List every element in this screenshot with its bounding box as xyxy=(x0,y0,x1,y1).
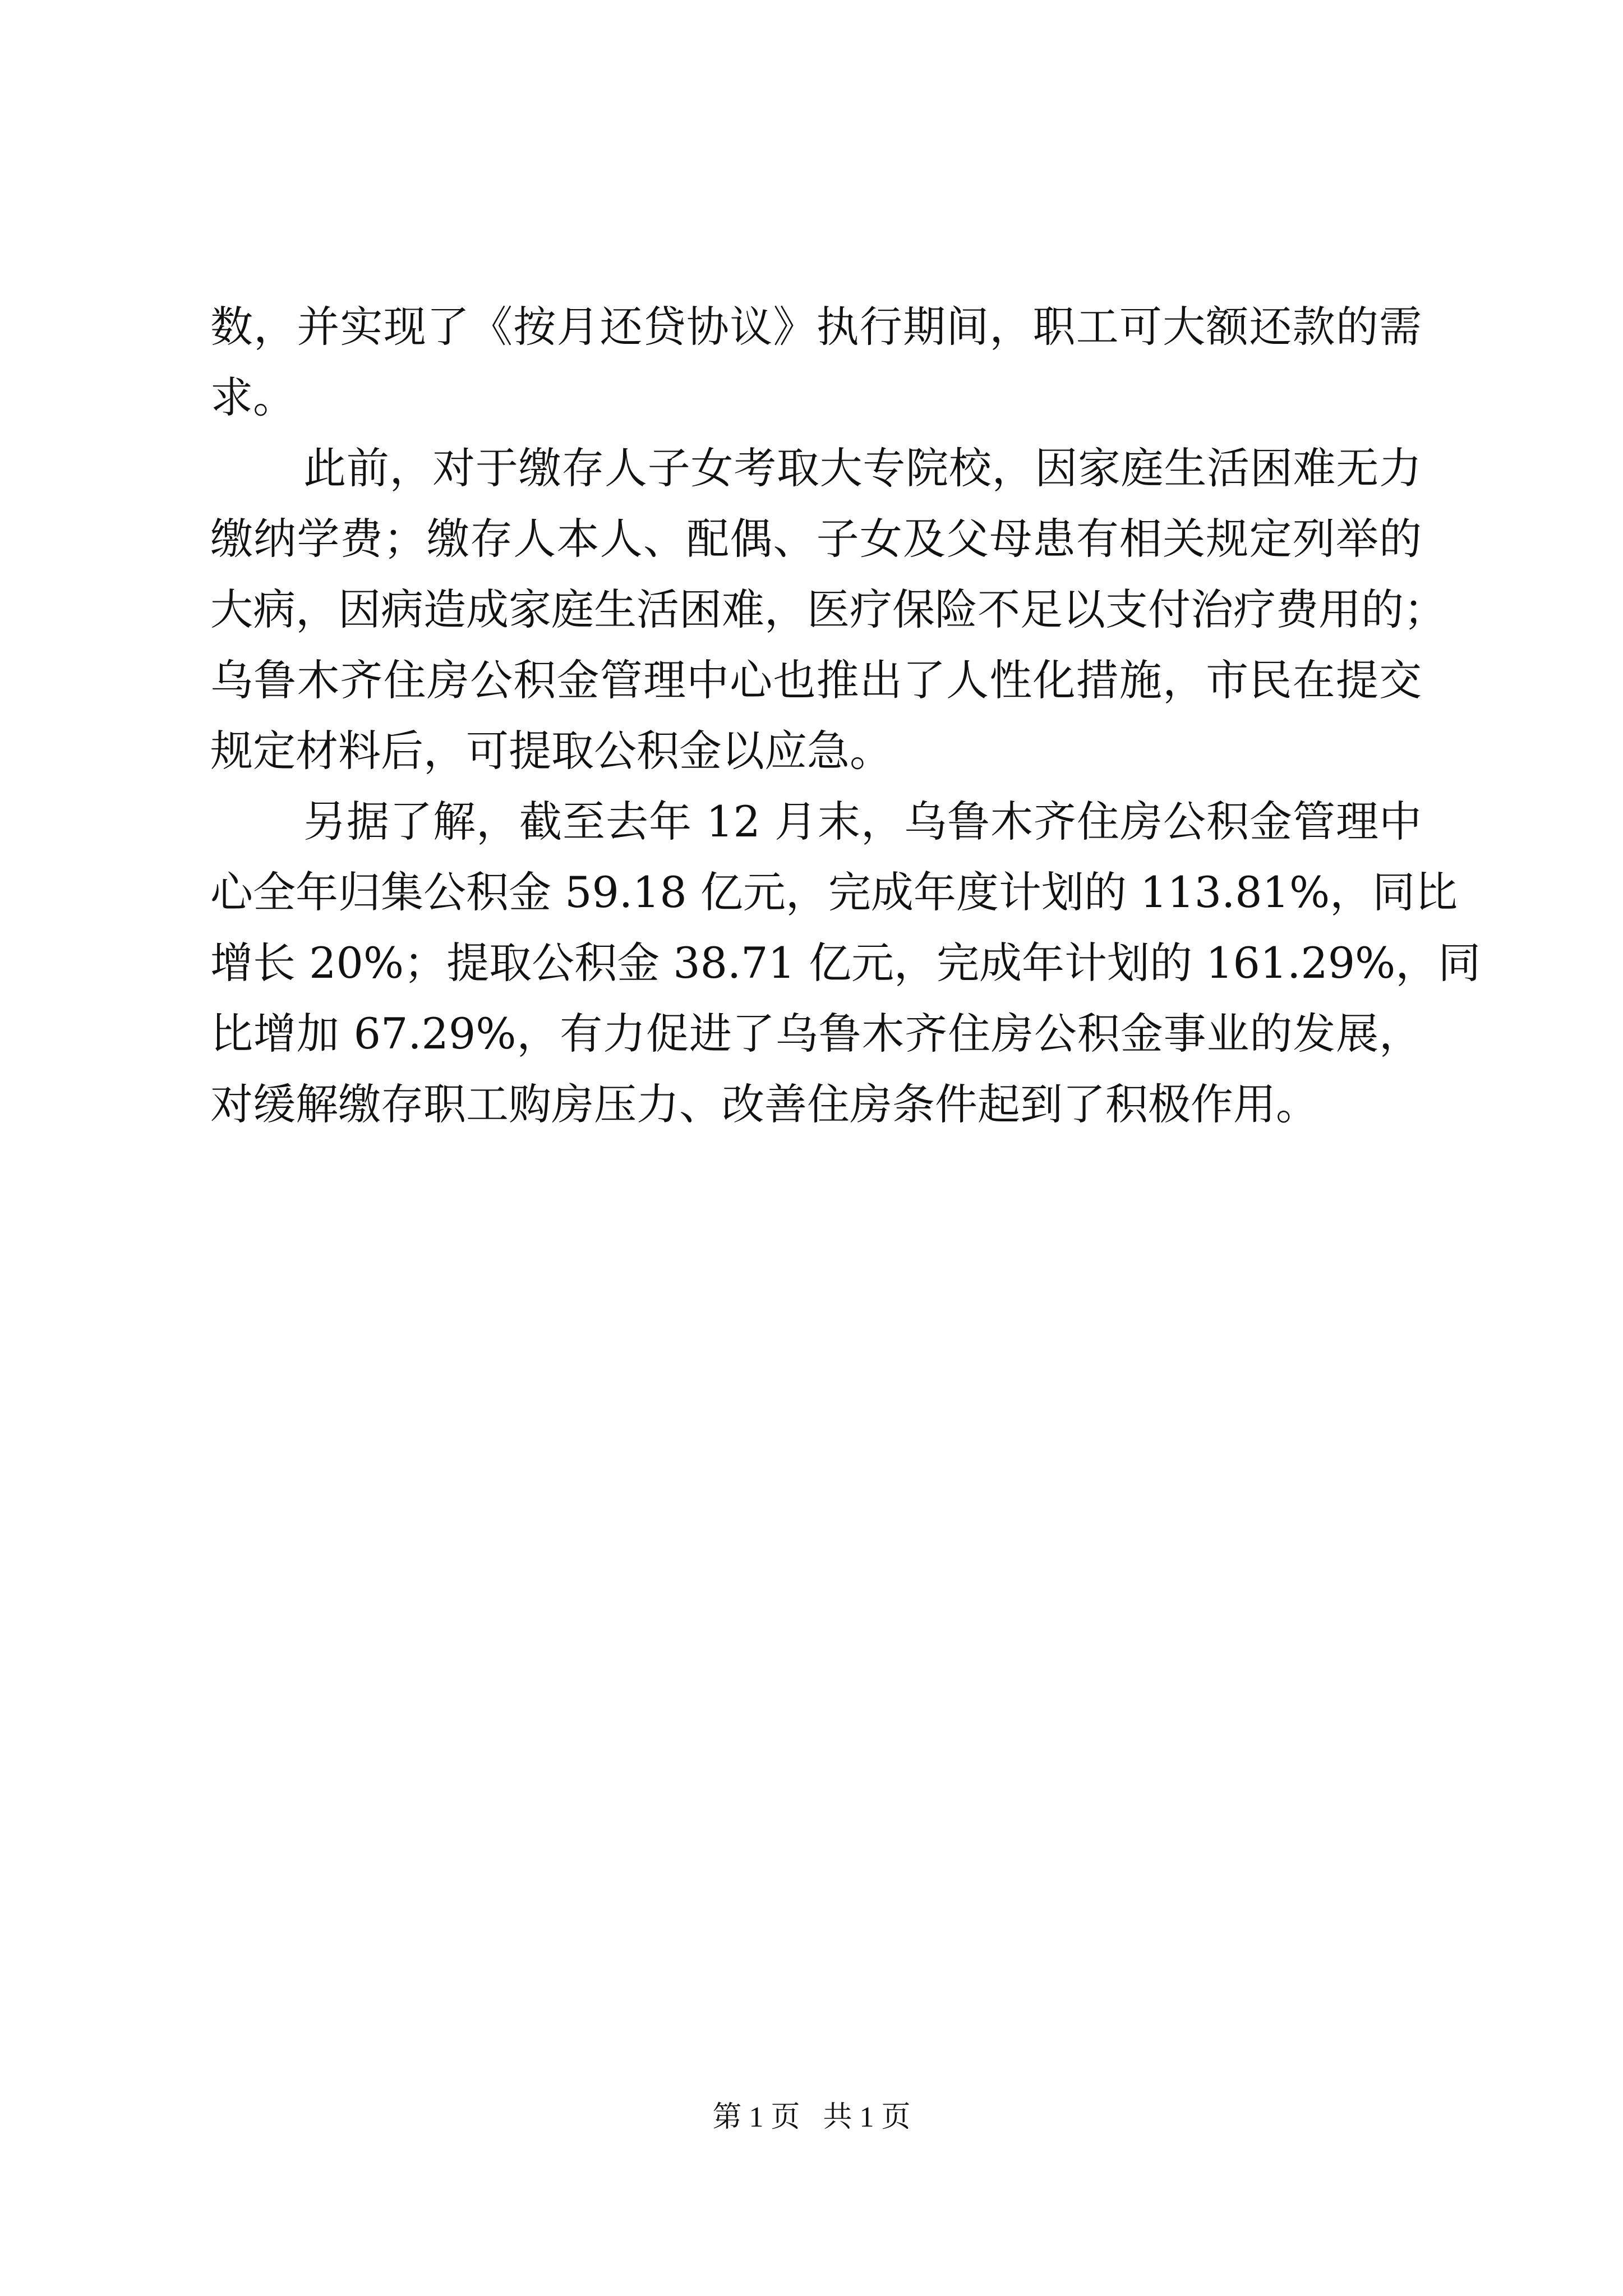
paragraph-line: 求。 xyxy=(210,372,296,422)
paragraph-line: 大病，因病造成家庭生活困难，医疗保险不足以支付治疗费用的； xyxy=(210,585,1446,634)
page-footer xyxy=(0,2098,1623,2137)
document-body xyxy=(210,292,1481,1140)
paragraph-line: 乌鲁木齐住房公积金管理中心也推出了人性化措施，市民在提交 xyxy=(210,655,1422,705)
paragraph-1 xyxy=(210,292,1422,433)
page-number: 第 1 页 xyxy=(712,2101,800,2133)
paragraph-line: 缴纳学费；缴存人本人、配偶、子女及父母患有相关规定列举的 xyxy=(210,514,1422,564)
paragraph-line: 心全年归集公积金 59.18 亿元，完成年度计划的 113.81%，同比 xyxy=(210,867,1458,917)
paragraph-line: 增长 20%；提取公积金 38.71 亿元，完成年计划的 161.29%，同 xyxy=(210,938,1481,988)
paragraph-line: 对缓解缴存职工购房压力、改善住房条件起到了积极作用。 xyxy=(210,1079,1318,1129)
paragraph-line: 比增加 67.29%，有力促进了乌鲁木齐住房公积金事业的发展， xyxy=(210,1009,1422,1059)
paragraph-line: 规定材料后，可提取公积金以应急。 xyxy=(210,726,892,776)
paragraph-3 xyxy=(210,786,1481,1140)
paragraph-line: 数，并实现了《按月还贷协议》执行期间，职工可大额还款的需 xyxy=(210,302,1422,352)
paragraph-line: 此前，对于缴存人子女考取大专院校，因家庭生活困难无力 xyxy=(303,443,1422,493)
paragraph-line: 另据了解，截至去年 12 月末，乌鲁木齐住房公积金管理中 xyxy=(303,797,1422,846)
page-total: 共 1 页 xyxy=(823,2101,911,2133)
paragraph-2 xyxy=(210,433,1446,786)
